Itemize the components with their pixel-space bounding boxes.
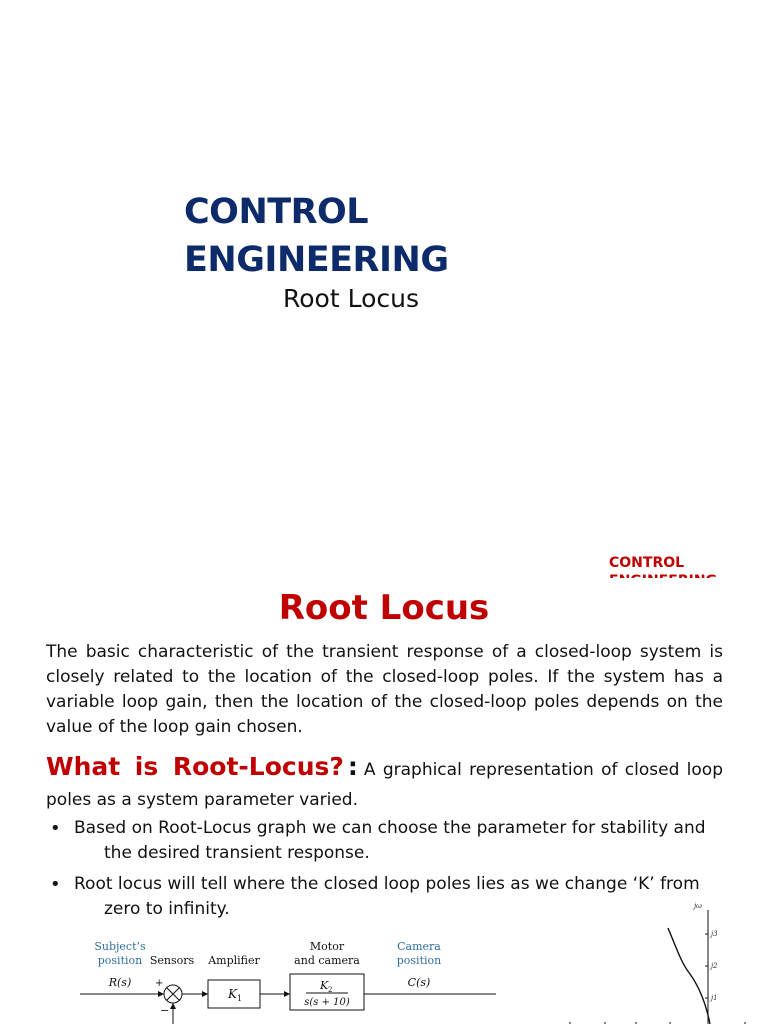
input-label: R(s) (108, 976, 132, 989)
output-label: C(s) (407, 976, 431, 989)
bullet-line-2: zero to infinity. (104, 899, 230, 919)
tick-label: j1 (711, 994, 718, 1002)
content-slide (0, 578, 768, 1024)
bullet-icon: • (50, 874, 61, 895)
bullet-icon: • (50, 818, 61, 839)
bullet-line-1: Root locus will tell where the closed loop poles lies as we change ‘K’ from (74, 874, 700, 894)
motor-numerator: K (320, 979, 329, 992)
motor-numerator-subscript: 2 (328, 986, 333, 994)
motor-denominator: s(s + 10) (304, 997, 350, 1008)
minus-sign: − (160, 1004, 170, 1017)
slide-footer: CONTROL (609, 555, 685, 571)
slide-title: CONTROL ENGINEERING (184, 192, 449, 280)
list-item (46, 816, 723, 866)
sensors-label: Sensors (149, 954, 195, 967)
axis-label: jω (694, 902, 702, 910)
block-diagram (78, 938, 498, 1024)
motor-label-1: Motor (309, 940, 345, 953)
amp-gain-subscript: 1 (237, 994, 243, 1003)
content-title: Root Locus (278, 588, 490, 628)
bullet-line-1: Based on Root-Locus graph we can choose the parameter for stability and (74, 818, 706, 838)
root-locus-plot (560, 900, 760, 1024)
definition-text: A graphical representation of closed loop poles as a system parameter varied. (46, 760, 723, 810)
tick-label: j3 (711, 930, 718, 938)
amplifier-label: Amplifier (208, 954, 260, 967)
camera-label-1: Camera (397, 940, 441, 953)
subject-label-1: Subject’s (94, 940, 146, 953)
definition-heading: What is Root-Locus? (46, 752, 344, 781)
subject-label-2: position (97, 954, 143, 967)
motor-label-2: and camera (294, 954, 360, 967)
locus-branch (668, 928, 710, 1024)
tick-label: j2 (711, 962, 718, 970)
plus-sign: + (155, 978, 164, 989)
camera-label-2: position (396, 954, 442, 967)
definition-line (46, 752, 723, 815)
bullet-line-2: the desired transient response. (104, 843, 370, 863)
slide-subtitle: Root Locus (283, 284, 419, 313)
amp-gain: K (228, 987, 237, 1001)
definition-colon: : (347, 752, 358, 781)
intro-paragraph: The basic characteristic of the transient response of a closed-loop system is closely related to the location of the closed-loop poles. If the system has a variable loop gain, then the location of the closed-loop poles depends on the value of the loop gain chosen. (46, 642, 723, 737)
